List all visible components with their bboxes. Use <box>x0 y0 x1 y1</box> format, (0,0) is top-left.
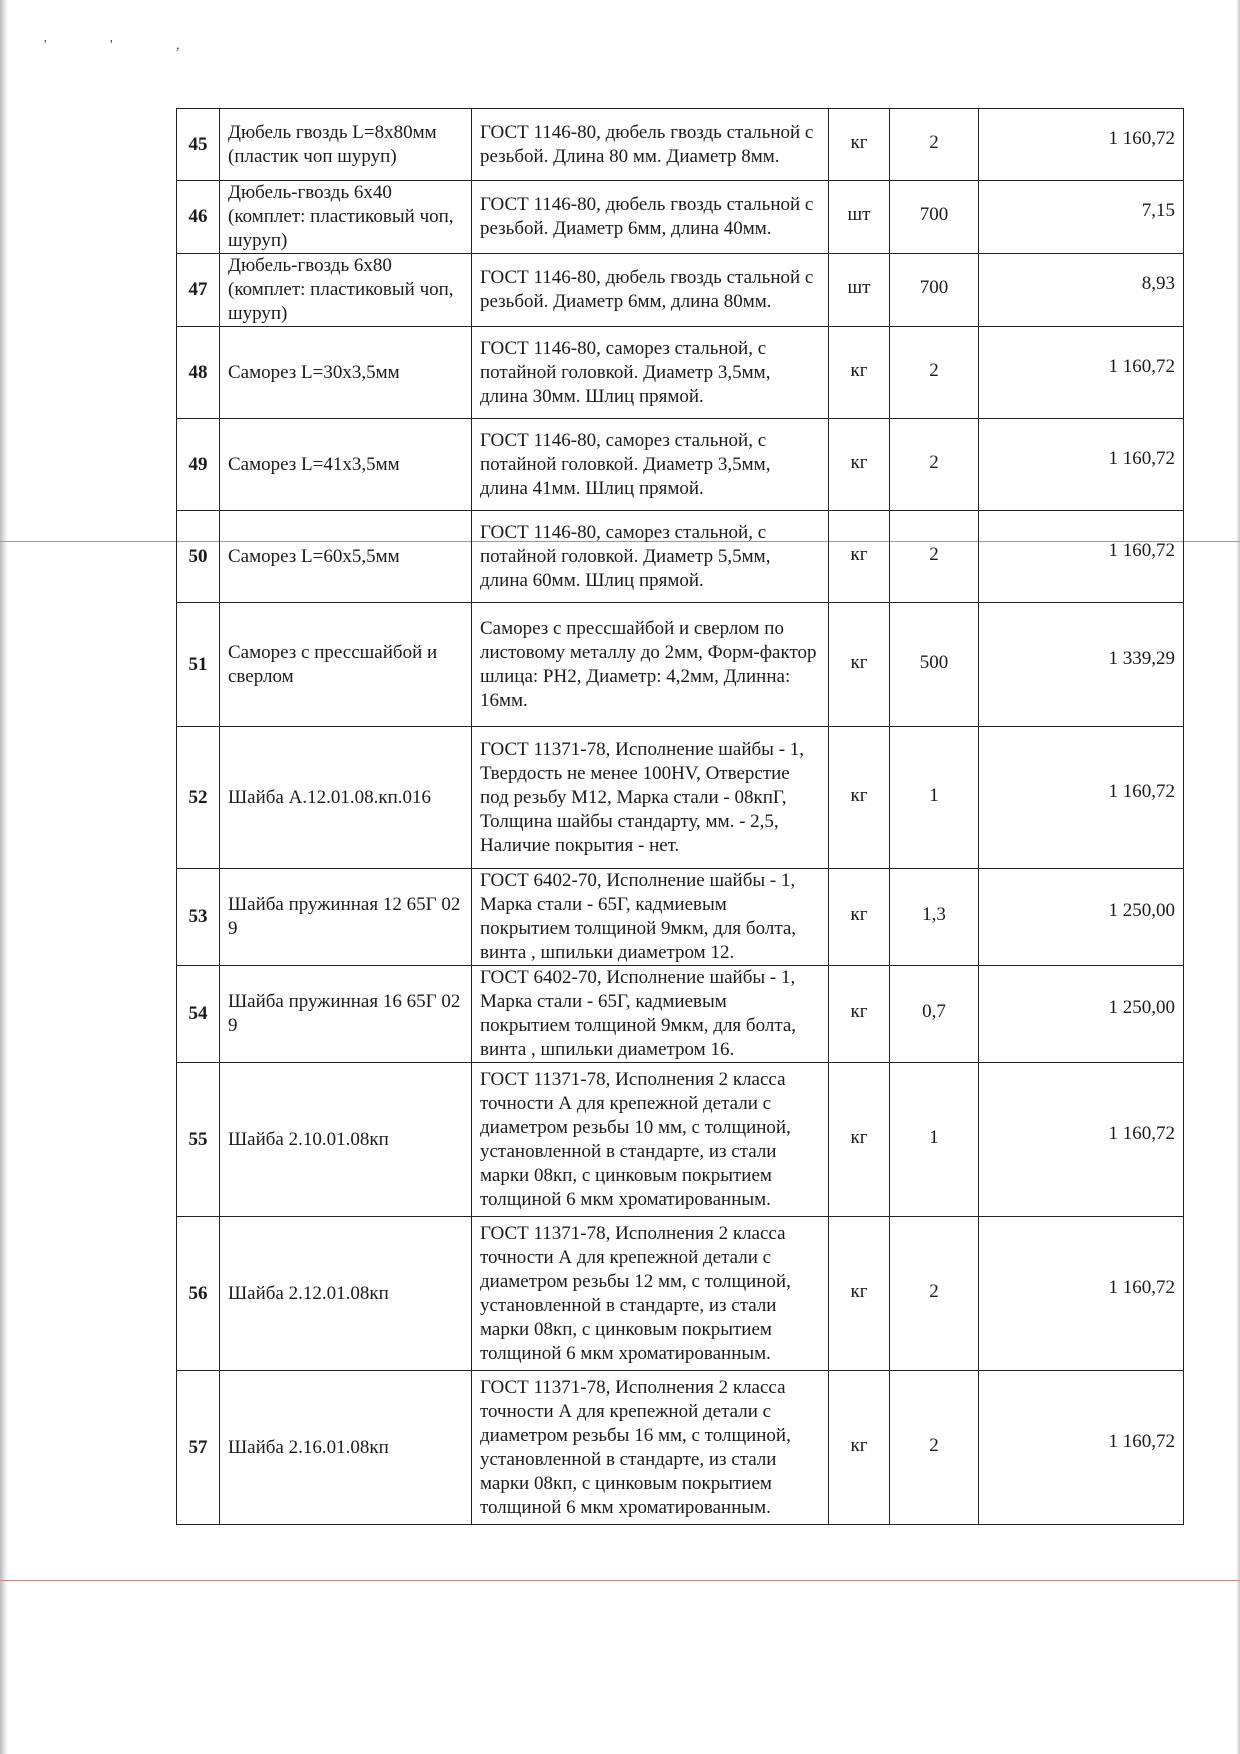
row-number-cell: 54 <box>177 966 220 1063</box>
item-price: 1 160,72 <box>1108 1430 1175 1452</box>
red-guide-line-bottom <box>0 1580 1240 1581</box>
item-unit-cell <box>829 511 890 603</box>
item-quantity: 500 <box>919 651 949 673</box>
item-price-cell <box>979 1371 1184 1525</box>
item-unit: кг <box>850 1126 868 1148</box>
item-unit: кг <box>850 359 868 381</box>
row-number-cell: 49 <box>177 419 220 511</box>
item-unit: кг <box>850 1434 868 1456</box>
item-name-cell: Саморез L=60х5,5мм <box>220 511 472 603</box>
row-number-cell: 57 <box>177 1371 220 1525</box>
item-quantity-cell <box>890 869 979 966</box>
item-unit-cell <box>829 727 890 869</box>
table-row <box>177 181 1184 254</box>
item-quantity: 2 <box>929 1434 939 1456</box>
row-number-cell: 50 <box>177 511 220 603</box>
item-quantity-cell <box>890 511 979 603</box>
item-price: 1 160,72 <box>1108 1276 1175 1298</box>
item-quantity: 2 <box>929 451 939 473</box>
item-quantity-cell <box>890 419 979 511</box>
item-name-cell: Саморез с прессшайбой и сверлом <box>220 603 472 727</box>
table-row <box>177 966 1184 1063</box>
item-quantity: 700 <box>919 277 949 298</box>
item-quantity-cell <box>890 727 979 869</box>
item-spec-cell: ГОСТ 1146-80, саморез стальной, с потайной головкой. Диаметр 3,5мм, длина 30мм. Шлиц прямой. <box>472 327 829 419</box>
item-quantity-cell <box>890 1063 979 1217</box>
row-number-cell: 53 <box>177 869 220 966</box>
item-name-cell: Шайба 2.12.01.08кп <box>220 1217 472 1371</box>
table-row <box>177 419 1184 511</box>
item-unit: кг <box>850 543 868 565</box>
item-name-cell: Саморез L=41х3,5мм <box>220 419 472 511</box>
item-price: 1 250,00 <box>1108 997 1175 1018</box>
item-unit: кг <box>850 1001 868 1022</box>
item-name-cell: Шайба 2.10.01.08кп <box>220 1063 472 1217</box>
item-unit-cell <box>829 181 890 254</box>
item-unit-cell <box>829 966 890 1063</box>
item-price-cell <box>979 603 1184 727</box>
item-quantity: 700 <box>919 204 949 225</box>
item-unit-cell <box>829 419 890 511</box>
item-name-cell: Шайба пружинная 12 65Г 02 9 <box>220 869 472 966</box>
item-unit: кг <box>850 651 868 673</box>
item-name-cell: Шайба А.12.01.08.кп.016 <box>220 727 472 869</box>
item-quantity-cell <box>890 1371 979 1525</box>
item-quantity-cell <box>890 181 979 254</box>
item-spec-cell: ГОСТ 11371-78, Исполнения 2 класса точности А для крепежной детали с диаметром резьбы 10 мм, с толщиной, установленной в стандарте, из стали марки 08кп, с цинковым покрытием толщиной 6 мкм хроматированным. <box>472 1063 829 1217</box>
item-spec-cell: ГОСТ 11371-78, Исполнение шайбы - 1, Твердость не менее 100HV, Отверстие под резьбу М12, Марка стали - 08кпГ, Толщина шайбы стандарту, мм. - 2,5, Наличие покрытия - нет. <box>472 727 829 869</box>
row-number-cell: 55 <box>177 1063 220 1217</box>
item-unit-cell <box>829 603 890 727</box>
item-quantity: 0,7 <box>922 1001 946 1022</box>
items-table <box>176 108 1184 1525</box>
item-quantity: 2 <box>929 543 939 565</box>
item-price-cell <box>979 327 1184 419</box>
item-price: 1 160,72 <box>1108 127 1175 149</box>
item-unit-cell <box>829 1217 890 1371</box>
row-number-cell: 51 <box>177 603 220 727</box>
item-price-cell <box>979 1063 1184 1217</box>
item-name-cell: Дюбель-гвоздь 6х80 (комплет: пластиковый чоп, шуруп) <box>220 254 472 327</box>
table-row <box>177 869 1184 966</box>
row-number-cell: 46 <box>177 181 220 254</box>
item-price-cell <box>979 511 1184 603</box>
item-name-cell: Дюбель гвоздь L=8х80мм (пластик чоп шуруп) <box>220 109 472 181</box>
table-row <box>177 1371 1184 1525</box>
item-spec-cell: ГОСТ 1146-80, саморез стальной, с потайной головкой. Диаметр 3,5мм, длина 41мм. Шлиц прямой. <box>472 419 829 511</box>
item-price: 8,93 <box>1141 273 1175 294</box>
item-price-cell <box>979 869 1184 966</box>
item-price: 1 160,72 <box>1108 355 1175 377</box>
item-spec-cell: ГОСТ 11371-78, Исполнения 2 класса точности А для крепежной детали с диаметром резьбы 12 мм, с толщиной, установленной в стандарте, из стали марки 08кп, с цинковым покрытием толщиной 6 мкм хроматированным. <box>472 1217 829 1371</box>
item-unit-cell <box>829 254 890 327</box>
item-unit: кг <box>850 784 868 806</box>
item-unit-cell <box>829 1371 890 1525</box>
item-unit-cell <box>829 1063 890 1217</box>
item-quantity-cell <box>890 966 979 1063</box>
item-spec-cell: ГОСТ 11371-78, Исполнения 2 класса точности А для крепежной детали с диаметром резьбы 16 мм, с толщиной, установленной в стандарте, из стали марки 08кп, с цинковым покрытием толщиной 6 мкм хроматированным. <box>472 1371 829 1525</box>
item-name-cell: Дюбель-гвоздь 6х40 (комплет: пластиковый чоп, шуруп) <box>220 181 472 254</box>
item-name-cell: Саморез L=30х3,5мм <box>220 327 472 419</box>
row-number-cell: 52 <box>177 727 220 869</box>
item-price-cell <box>979 727 1184 869</box>
item-unit: шт <box>847 277 871 298</box>
item-price: 1 160,72 <box>1108 1122 1175 1144</box>
item-quantity-cell <box>890 327 979 419</box>
scan-marks: ' ' , <box>44 38 210 53</box>
item-price: 1 160,72 <box>1108 447 1175 469</box>
table-row <box>177 327 1184 419</box>
item-quantity-cell <box>890 603 979 727</box>
items-table-body <box>177 109 1184 1525</box>
item-price-cell <box>979 181 1184 254</box>
table-row <box>177 603 1184 727</box>
item-unit: кг <box>850 131 868 153</box>
item-spec-cell: Саморез с прессшайбой и сверлом по листовому металлу до 2мм, Форм-фактор шлица: PH2, Диаметр: 4,2мм, Длинна: 16мм. <box>472 603 829 727</box>
item-price: 1 250,00 <box>1108 900 1175 921</box>
item-price: 1 160,72 <box>1108 539 1175 561</box>
item-quantity: 1 <box>929 784 939 806</box>
item-name-cell: Шайба пружинная 16 65Г 02 9 <box>220 966 472 1063</box>
item-unit: шт <box>847 204 871 225</box>
item-unit: кг <box>850 904 868 925</box>
item-price-cell <box>979 966 1184 1063</box>
item-quantity-cell <box>890 1217 979 1371</box>
item-spec-cell: ГОСТ 1146-80, дюбель гвоздь стальной с резьбой. Диаметр 6мм, длина 40мм. <box>472 181 829 254</box>
item-price: 1 160,72 <box>1108 780 1175 802</box>
item-spec-cell: ГОСТ 1146-80, дюбель гвоздь стальной с резьбой. Диаметр 6мм, длина 80мм. <box>472 254 829 327</box>
item-price: 7,15 <box>1141 200 1175 221</box>
item-spec-cell: ГОСТ 6402-70, Исполнение шайбы - 1, Марка стали - 65Г, кадмиевым покрытием толщиной 9мкм, для болта, винта , шпильки диаметром 12. <box>472 869 829 966</box>
item-spec-cell: ГОСТ 1146-80, саморез стальной, с потайной головкой. Диаметр 5,5мм, длина 60мм. Шлиц прямой. <box>472 511 829 603</box>
table-row <box>177 1217 1184 1371</box>
scan-left-edge <box>0 0 8 1754</box>
item-price-cell <box>979 109 1184 181</box>
item-unit-cell <box>829 327 890 419</box>
item-price: 1 339,29 <box>1108 647 1175 669</box>
row-number-cell: 45 <box>177 109 220 181</box>
item-spec-cell: ГОСТ 6402-70, Исполнение шайбы - 1, Марка стали - 65Г, кадмиевым покрытием толщиной 9мкм, для болта, винта , шпильки диаметром 16. <box>472 966 829 1063</box>
scan-right-edge <box>1236 0 1240 1754</box>
item-price-cell <box>979 1217 1184 1371</box>
item-quantity: 1 <box>929 1126 939 1148</box>
table-row <box>177 511 1184 603</box>
item-price-cell <box>979 254 1184 327</box>
table-row <box>177 727 1184 869</box>
table-row <box>177 254 1184 327</box>
row-number-cell: 48 <box>177 327 220 419</box>
item-quantity: 2 <box>929 131 939 153</box>
item-quantity-cell <box>890 254 979 327</box>
table-row <box>177 1063 1184 1217</box>
item-quantity: 1,3 <box>922 904 946 925</box>
row-number-cell: 56 <box>177 1217 220 1371</box>
item-unit-cell <box>829 109 890 181</box>
item-price-cell <box>979 419 1184 511</box>
item-quantity: 2 <box>929 359 939 381</box>
item-unit: кг <box>850 451 868 473</box>
item-spec-cell: ГОСТ 1146-80, дюбель гвоздь стальной с резьбой. Длина 80 мм. Диаметр 8мм. <box>472 109 829 181</box>
table-row <box>177 109 1184 181</box>
item-name-cell: Шайба 2.16.01.08кп <box>220 1371 472 1525</box>
item-unit: кг <box>850 1280 868 1302</box>
item-quantity: 2 <box>929 1280 939 1302</box>
row-number-cell: 47 <box>177 254 220 327</box>
item-unit-cell <box>829 869 890 966</box>
item-quantity-cell <box>890 109 979 181</box>
